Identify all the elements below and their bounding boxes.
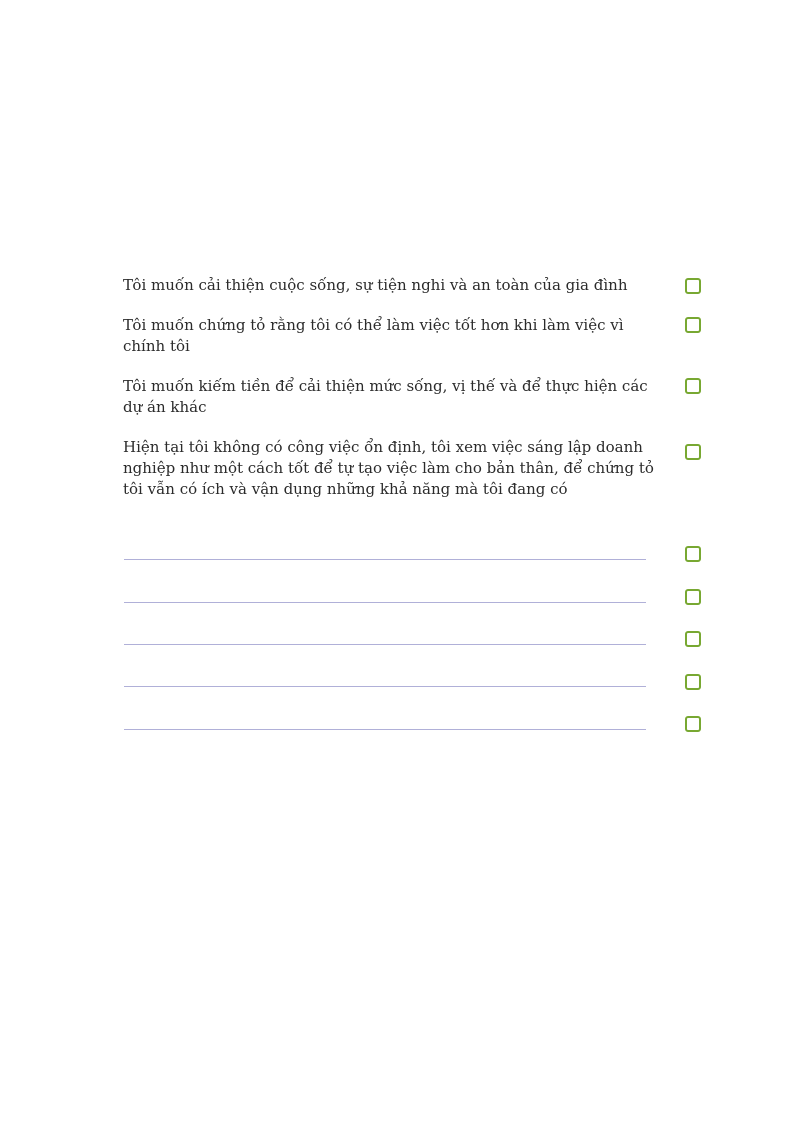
checklist-item-text: Tôi muốn cải thiện cuộc sống, sự tiện nghi và an toàn của gia đình: [123, 276, 628, 294]
checkbox[interactable]: [685, 631, 701, 647]
blank-answer-line[interactable]: [124, 644, 646, 645]
checkbox[interactable]: [685, 716, 701, 732]
blank-answer-line[interactable]: [124, 729, 646, 730]
checkbox[interactable]: [685, 317, 701, 333]
blank-answer-line[interactable]: [124, 686, 646, 687]
checkbox[interactable]: [685, 378, 701, 394]
checkbox[interactable]: [685, 278, 701, 294]
checkbox[interactable]: [685, 589, 701, 605]
checklist-item-text: Tôi muốn chứng tỏ rằng tôi có thể làm việc tốt hơn khi làm việc vì chính tôi: [123, 316, 624, 355]
checklist-item-text: Tôi muốn kiếm tiền để cải thiện mức sống, vị thế và để thực hiện các dự án khác: [123, 377, 648, 416]
checkbox[interactable]: [685, 444, 701, 460]
checkbox[interactable]: [685, 674, 701, 690]
checkbox[interactable]: [685, 546, 701, 562]
checklist-item-text: Hiện tại tôi không có công việc ổn định, tôi xem việc sáng lập doanh nghiệp như một cách tốt để tự tạo việc làm cho bản thân, để chứng tỏ tôi vẫn có ích và vận dụng những khả năng mà tôi đang có: [123, 438, 654, 498]
blank-answer-line[interactable]: [124, 559, 646, 560]
blank-answer-line[interactable]: [124, 602, 646, 603]
